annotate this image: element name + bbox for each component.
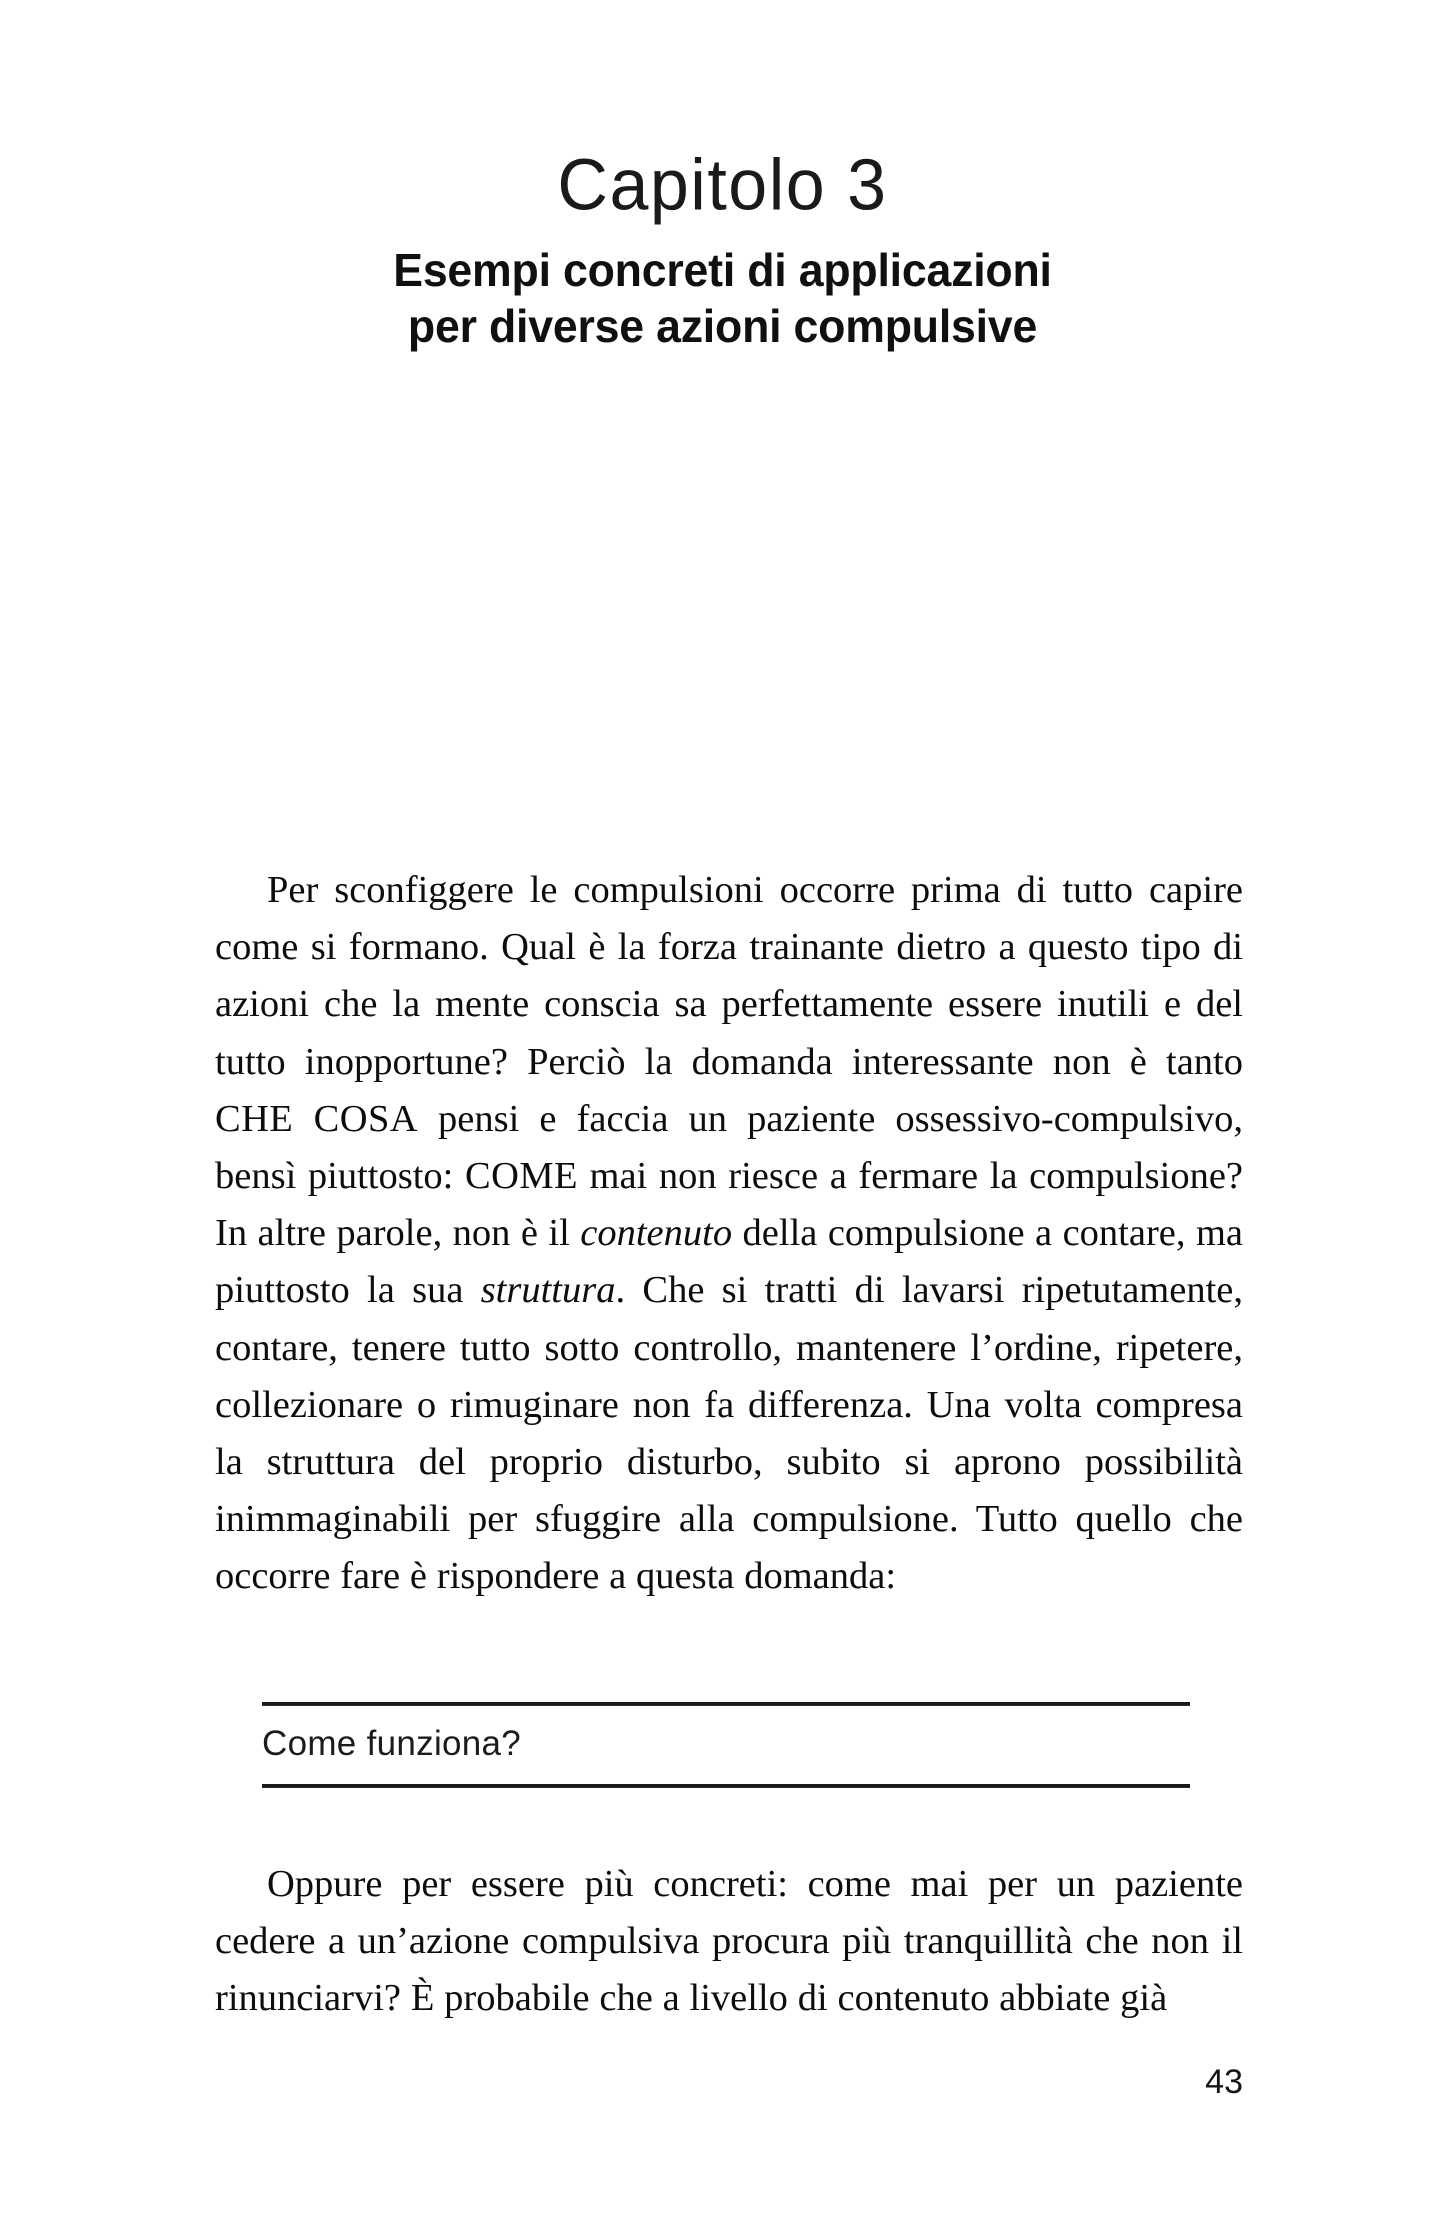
chapter-subtitle-line-1: Esempi concreti di applicazioni: [393, 244, 1052, 296]
small-caps-emphasis: CHE COSA: [215, 1097, 418, 1140]
page-number: 43: [1205, 2063, 1243, 2101]
chapter-heading: [0, 143, 1445, 354]
italic-emphasis: struttura: [480, 1269, 616, 1312]
chapter-number: Capitolo 3: [557, 143, 888, 225]
body-text-column-tail: [215, 1856, 1243, 2028]
chapter-subtitle: [22, 242, 1424, 354]
body-text-column: [215, 862, 1243, 1606]
callout-rule-bottom: [262, 1784, 1190, 1788]
callout-question-text: Come funziona?: [262, 1724, 522, 1763]
chapter-subtitle-line-2: per diverse azioni compulsive: [407, 300, 1038, 352]
small-caps-emphasis: COME: [465, 1155, 578, 1198]
question-callout: [262, 1702, 1190, 1788]
italic-emphasis: contenuto: [580, 1212, 733, 1255]
body-paragraph-second: Oppure per essere più concreti: come mai per un paziente cedere a un’azione compulsiva procura più tranquillità che non il rinunciarvi? È probabile che a livello di contenuto abbiate già: [215, 1863, 1243, 2020]
body-paragraph-first: Per sconfiggere le compulsioni occorre prima di tutto capire come si formano. Qual è la forza trainante dietro a questo tipo di azioni che la mente conscia sa perfettamente essere inutili e del tutto inopportune? Perciò la domanda interessante non è tanto CHE COSA pensi e faccia un paziente ossessivo-compulsivo, bensì piuttosto: COME mai non riesce a fermare la compulsione? In altre parole, non è il contenuto della compulsione a contare, ma piuttosto la sua struttura. Che si tratti di lavarsi ripetutamente, contare, tenere tutto sotto controllo, mantenere l’ordine, ripetere, collezionare o rimuginare non fa differenza. Una volta compresa la struttura del proprio disturbo, subito si aprono possibilità inimmaginabili per sfuggire alla compulsione. Tutto quello che occorre fare è rispondere a questa domanda:: [215, 869, 1244, 1598]
